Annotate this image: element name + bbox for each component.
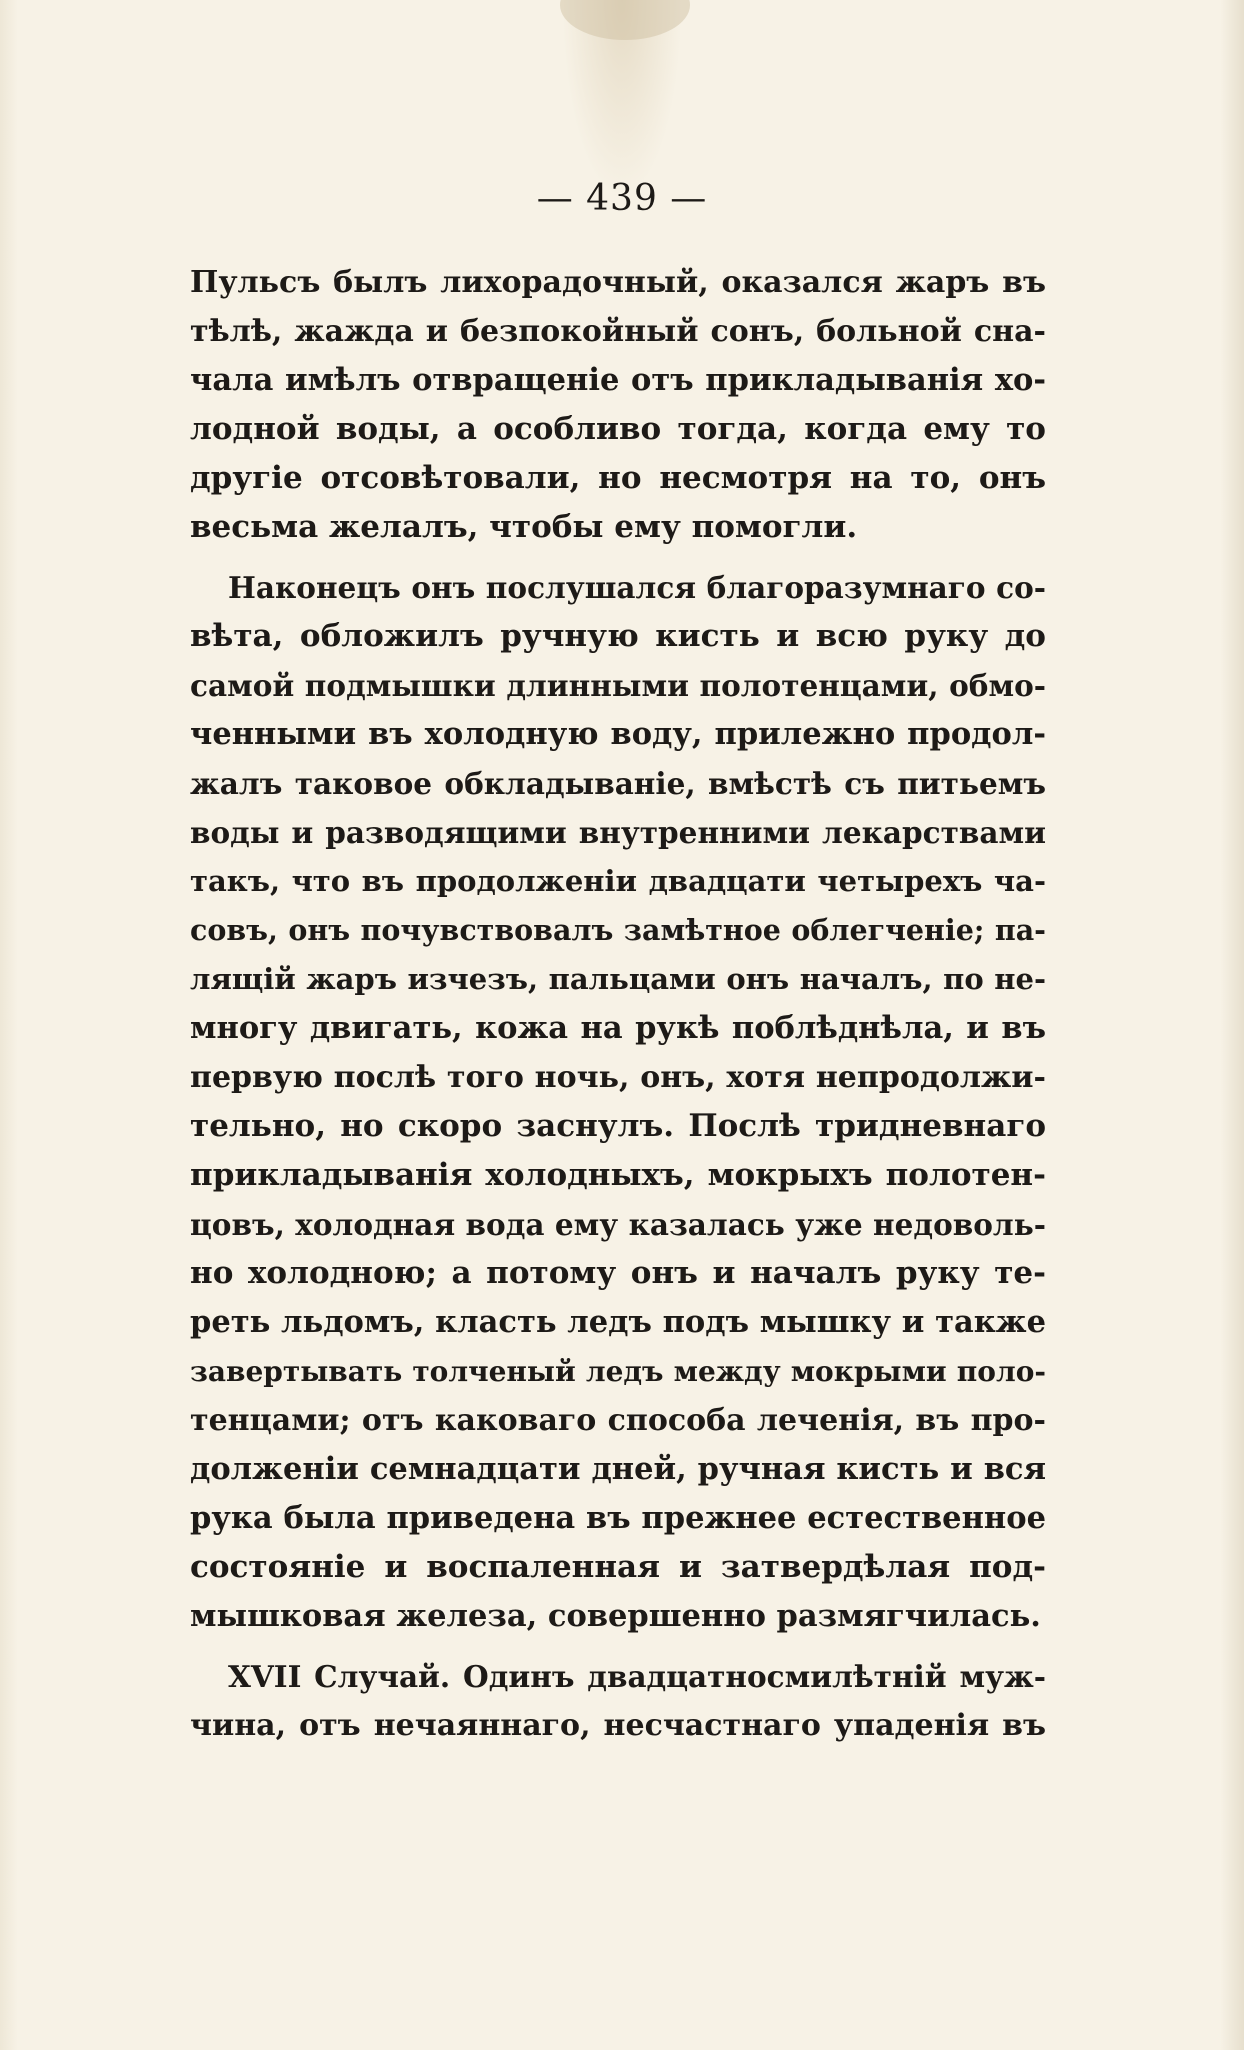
- text-line: рука была приведена въ прежнее естественное: [190, 1500, 1046, 1536]
- text-line: цовъ, холодная вода ему казалась уже недоволь-: [190, 1207, 1046, 1242]
- text-line: Пульсъ былъ лихорадочный, оказался жаръ въ: [190, 265, 1046, 300]
- text-line: совъ, онъ почувствовалъ замѣтное облегченіе; па-: [190, 913, 1046, 947]
- text-line: реть льдомъ, класть ледъ подъ мышку и также: [190, 1304, 1046, 1340]
- text-line: тельно, но скоро заснулъ. Послѣ тридневнаго: [190, 1108, 1046, 1144]
- text-line: лящій жаръ изчезъ, пальцами онъ началъ, по не-: [190, 962, 1046, 996]
- text-line: состояніе и воспаленная и затвердѣлая под-: [190, 1549, 1046, 1585]
- text-line: XVII Случай. Одинъ двадцатносмилѣтній муж-: [228, 1659, 1046, 1694]
- text-line: многу двигать, кожа на рукѣ поблѣднѣла, и въ: [190, 1010, 1046, 1046]
- text-line: тѣлѣ, жажда и безпокойный сонъ, больной сна-: [190, 314, 1046, 349]
- body-text: [190, 258, 1046, 1750]
- text-line: Наконецъ онъ послушался благоразумнаго со-: [228, 570, 1046, 605]
- paragraph: [190, 258, 1046, 552]
- text-line: долженіи семнадцати дней, ручная кисть и вся: [190, 1451, 1046, 1487]
- text-line: мышковая железа, совершенно размягчилась.: [190, 1598, 1041, 1634]
- text-line: самой подмышки длинными полотенцами, обмо-: [190, 668, 1046, 703]
- paper-stain: [560, 0, 690, 40]
- text-line: лодной воды, а особливо тогда, когда ему то: [190, 411, 1046, 447]
- text-line: завертывать толченый ледъ между мокрыми поло-: [190, 1355, 1046, 1388]
- paragraph: [190, 1652, 1046, 1750]
- text-line: чала имѣлъ отвращеніе отъ прикладыванія хо-: [190, 362, 1046, 398]
- text-line: жалъ таковое обкладываніе, вмѣстѣ съ питьемъ: [190, 766, 1046, 801]
- text-line: прикладыванія холодныхъ, мокрыхъ полотен-: [190, 1157, 1046, 1193]
- text-line: ченными въ холодную воду, прилежно продол-: [190, 716, 1046, 752]
- text-line: такъ, что въ продолженіи двадцати четырехъ ча-: [190, 864, 1046, 898]
- page-number: — 439 —: [536, 178, 708, 219]
- text-line: воды и разводящими внутренними лекарствами: [190, 815, 1046, 850]
- text-line: другіе отсовѣтовали, но несмотря на то, онъ: [190, 460, 1046, 496]
- text-line: чина, отъ нечаяннаго, несчастнаго упаденія въ: [190, 1708, 1046, 1743]
- text-line: но холодною; а потому онъ и началъ руку те-: [190, 1255, 1046, 1291]
- paragraph: [190, 563, 1046, 1641]
- text-line: вѣта, обложилъ ручную кисть и всю руку до: [190, 618, 1046, 654]
- text-line: первую послѣ того ночь, онъ, хотя непродолжи-: [190, 1060, 1046, 1095]
- text-line: весьма желалъ, чтобы ему помогли.: [190, 509, 858, 545]
- text-line: тенцами; отъ каковаго способа леченія, въ про-: [190, 1403, 1046, 1438]
